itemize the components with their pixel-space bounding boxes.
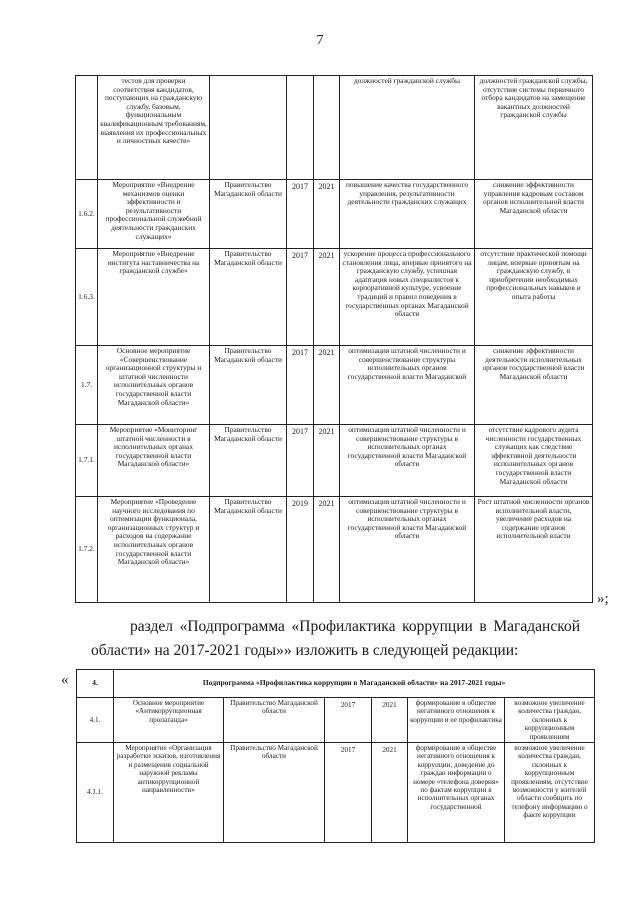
start-year-cell: 2017: [287, 249, 314, 346]
executor-cell: Правительство Магаданской области: [224, 743, 325, 843]
table-row: [77, 743, 595, 843]
action-name-cell: Мероприятие «Организация разработки эскизов, изготовления и размещения социальной наружной рекламы антикоррупционной направленности»: [114, 743, 224, 843]
subprogram-number: 4.: [77, 670, 114, 698]
action-name-cell: Мероприятие «Проведение научного исследования по оптимизации функционала, организационных структур и расходов на содержание исполнительных органов государственной власти Магаданской области»: [98, 497, 210, 603]
start-year-cell: [287, 76, 314, 180]
executor-cell: [210, 76, 287, 180]
table-row: [76, 497, 593, 603]
end-year-cell: 2021: [314, 249, 340, 346]
expected-result-cell: оптимизация штатной численности и совершенствование структуры в исполнительных органах государственной власти Магаданской области: [340, 425, 475, 497]
paragraph-word: «Профилактика: [291, 618, 396, 635]
non-implementation-risk-cell: снижение эффективности управления кадровым составом органов исполнительной власти Магаданской области: [475, 180, 593, 249]
non-implementation-risk-cell: возможное увеличение количества граждан, склонных к коррупционным проявлениям, отсутствие возможности у жителей области сообщить по телефону информацию о факте коррупции: [505, 743, 595, 843]
paragraph-word: «Подпрограмма: [179, 618, 285, 635]
action-name-cell: Мероприятие «Внедрение механизмов оценки эффективности и результативности профессиональной служебной деятельности гражданских служащих»: [98, 180, 210, 249]
non-implementation-risk-cell: отсутствие практической помощи лицам, впервые принятым на гражданскую службу, в приобретении необходимых профессиональных навыков и опыта работы: [475, 249, 593, 346]
table-row: [76, 180, 593, 249]
non-implementation-risk-cell: отсутствие кадрового аудита численности государственных служащих как следствие эффективной деятельности исполнительных органов государственной власти Магаданской области: [475, 425, 593, 497]
executor-cell: Правительство Магаданской области: [210, 497, 287, 603]
expected-result-cell: оптимизация штатной численности и совершенствование структуры исполнительных органов государственной власти Магаданской: [340, 346, 475, 425]
non-implementation-risk-cell: снижение эффективности деятельности исполнительных органов государственной власти Магаданской области: [475, 346, 593, 425]
start-year-cell: 2017: [325, 743, 372, 843]
executor-cell: Правительство Магаданской области: [210, 346, 287, 425]
action-name-cell: Основное мероприятие «Антикоррупционная пропаганда»: [114, 698, 224, 743]
end-year-cell: 2021: [314, 180, 340, 249]
action-name-cell: тестов для проверки соответствия кандидатов, поступающих на гражданскую службу, базовым, функциональным квалификационным требованиям, выявления их профессиональных и личностных качеств»: [98, 76, 210, 180]
row-number-cell: [76, 76, 98, 180]
start-year-cell: 2017: [287, 346, 314, 425]
paragraph-word: раздел: [130, 618, 173, 635]
action-name-cell: Мероприятие «Внедрение института наставничества на гражданской службе»: [98, 249, 210, 346]
start-year-cell: 2019: [287, 497, 314, 603]
table-row: [76, 425, 593, 497]
closing-quote: »;: [597, 591, 609, 607]
expected-result-cell: ускорение процесса профессионального становления лица, впервые принятого на гражданскую службу, успешная адаптация новых специалистов к корпоративной культуре, усвоение традиций и правил поведения в государственных органах Магаданской области: [340, 249, 475, 346]
paragraph-word: Магаданской: [493, 618, 580, 635]
table-row: [76, 76, 593, 180]
start-year-cell: 2017: [325, 698, 372, 743]
non-implementation-risk-cell: Рост штатной численности органов исполнительной власти, увеличение расходов на содержание органов исполнительной власти: [475, 497, 593, 603]
expected-result-cell: оптимизация штатной численности и совершенствование структуры в исполнительных органах государственной власти Магаданской области: [340, 497, 475, 603]
expected-result-cell: повышение качества государственного управления, результативности деятельности гражданских служащих: [340, 180, 475, 249]
end-year-cell: 2021: [314, 425, 340, 497]
end-year-cell: 2021: [372, 698, 408, 743]
amendment-paragraph-line1: [130, 617, 580, 637]
paragraph-word: в: [479, 618, 487, 635]
subprogram-title: Подпрограмма «Профилактика коррупции в Магаданской области» на 2017-2021 годы»: [114, 670, 595, 698]
row-number-cell: 1.7.2.: [76, 497, 98, 603]
end-year-cell: 2021: [314, 497, 340, 603]
action-name-cell: Мероприятие «Мониторинг штатной численности в исполнительных органах государственной власти Магаданской области»: [98, 425, 210, 497]
action-name-cell: Основное мероприятие «Совершенствование организационной структуры и штатной численности исполнительных органов государственной власти Магаданской области»: [98, 346, 210, 425]
start-year-cell: 2017: [287, 425, 314, 497]
row-number-cell: 1.7.1.: [76, 425, 98, 497]
table-row: [76, 346, 593, 425]
non-implementation-risk-cell: должностей гражданской службы, отсутствие системы первичного отбора кандидатов на замещение вакантных должностей гражданской службы: [475, 76, 593, 180]
row-number-cell: 1.6.2.: [76, 180, 98, 249]
anticorruption-subprogram-table: [76, 669, 595, 843]
row-number-cell: 1.6.3.: [76, 249, 98, 346]
amendment-paragraph-line2: области» на 2017-2021 годы»» изложить в следующей редакции:: [91, 642, 519, 659]
program-table-continuation: [75, 75, 593, 603]
executor-cell: Правительство Магаданской области: [210, 180, 287, 249]
start-year-cell: 2017: [287, 180, 314, 249]
row-number-cell: 4.1.: [77, 698, 114, 743]
opening-quote: «: [61, 672, 69, 688]
page-number: 7: [316, 33, 324, 48]
end-year-cell: [314, 76, 340, 180]
non-implementation-risk-cell: возможное увеличение количества граждан, склонных к коррупционным проявлениям: [505, 698, 595, 743]
end-year-cell: 2021: [372, 743, 408, 843]
executor-cell: Правительство Магаданской области: [210, 425, 287, 497]
row-number-cell: 4.1.1.: [77, 743, 114, 843]
expected-result-cell: должностей гражданской службы: [340, 76, 475, 180]
table-row: [76, 249, 593, 346]
expected-result-cell: формирование в обществе негативного отношения к коррупции и ее профилактика: [408, 698, 505, 743]
executor-cell: Правительство Магаданской области: [210, 249, 287, 346]
executor-cell: Правительство Магаданской области: [224, 698, 325, 743]
expected-result-cell: формирование в обществе негативного отношения к коррупции, доведение до граждан информации о номере «телефона доверия» по фактам коррупции в исполнительных органах государственной: [408, 743, 505, 843]
paragraph-word: коррупции: [402, 618, 473, 635]
end-year-cell: 2021: [314, 346, 340, 425]
row-number-cell: 1.7.: [76, 346, 98, 425]
table-row: [77, 698, 595, 743]
